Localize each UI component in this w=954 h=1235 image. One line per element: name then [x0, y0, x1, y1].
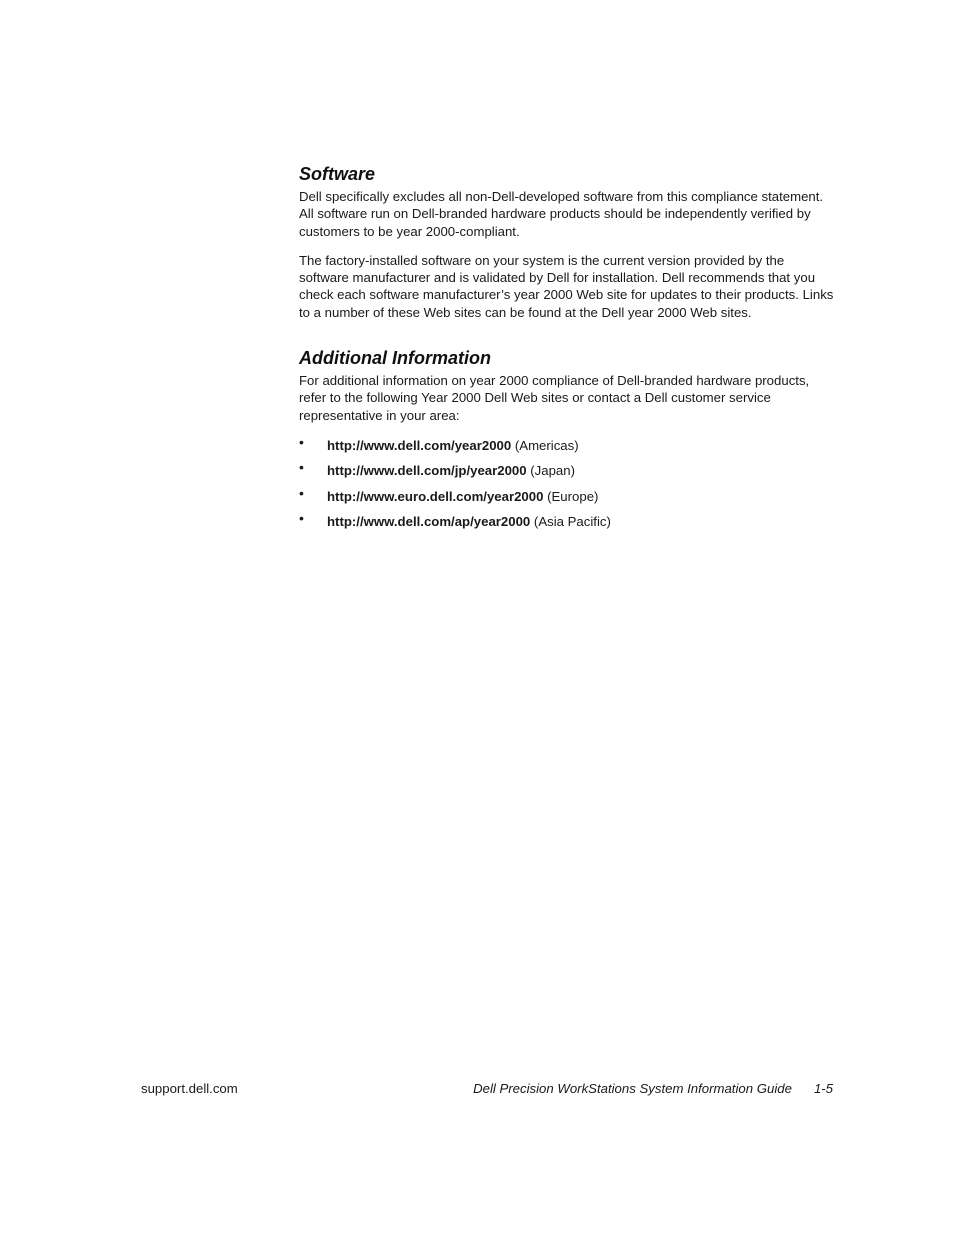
link-region-label: (Japan) [530, 463, 575, 479]
bullet-icon: • [299, 433, 304, 450]
section-heading-software: Software [299, 164, 376, 184]
link-europe[interactable]: http://www.euro.dell.com/year2000 [327, 488, 544, 504]
list-item [299, 484, 834, 505]
bullet-icon: • [299, 459, 304, 476]
link-asia-pacific[interactable]: http://www.dell.com/ap/year2000 [327, 514, 531, 530]
link-americas[interactable]: http://www.dell.com/year2000 [327, 437, 512, 453]
bullet-icon: • [299, 484, 304, 501]
link-region-label: (Asia Pacific) [533, 514, 611, 530]
bullet-icon: • [299, 510, 304, 527]
additional-information-paragraph: For additional information on year 2000 compliance of Dell-branded hardware products, refer to the following Year 2000 Dell Web sites or contact a Dell customer service representative in your area: [299, 373, 810, 423]
section-heading-additional-information: Additional Information [299, 348, 491, 369]
list-item [299, 433, 834, 454]
list-item [299, 510, 834, 530]
link-region-label: (Europe) [547, 488, 599, 504]
footer-guide-title: Dell Precision WorkStations System Information Guide [473, 1081, 792, 1096]
year2000-links-list [299, 433, 834, 531]
page-number: 1-5 [813, 1081, 833, 1096]
link-japan[interactable]: http://www.dell.com/jp/year2000 [327, 463, 527, 479]
link-region-label: (Americas) [514, 437, 579, 453]
footer-website: support.dell.com [141, 1081, 238, 1096]
footer-guide-info [473, 1080, 833, 1097]
list-item [299, 459, 834, 479]
page-content [299, 163, 834, 539]
software-paragraph-1: Dell specifically excludes all non-Dell-developed software from this compliance statement. All software run on Dell-branded hardware products should be independently verified by customers to be year 2000-compliant. [299, 189, 824, 239]
software-paragraph-2: The factory-installed software on your system is the current version provided by the software manufacturer and is validated by Dell for installation. Dell recommends that you check each software manufacturer’s year 2000 Web site for updates to their products. Links to a number of these Web sites can be found at the Dell year 2000 Web sites. [299, 252, 834, 320]
